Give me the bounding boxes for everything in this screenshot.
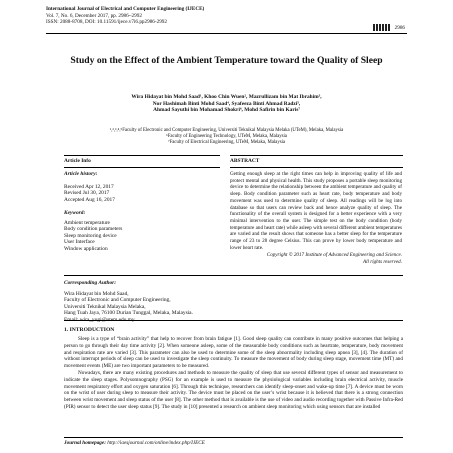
keyword-item: Body condition parameters bbox=[64, 226, 123, 233]
keyword-item: User Interface bbox=[64, 239, 95, 246]
abstract-mid-rule bbox=[230, 167, 403, 168]
affiliation-line: ⁷Faculty of Electrical Engineering, UTeM, Melaka, Malaysia bbox=[167, 140, 286, 146]
abstract-text: Getting enough sleep at the right times can help in improving quality of life and protect mental and physical health. This study proposes a portable sleep monitoring device to determine the relationship between the ambient temperature and quality of sleep. Body condition parameter such as heart rate, body temperature and body movement was used to determine quality of sleep. All readings will be log into database so that users can review back and hence analyze quality of sleep. The functionality of the overall system is designed for a better experience with a very minimal intervention to the user. The simple test on the body condition (body temperature and heart rate) while asleep with several different ambient temperatures are varied and the result shows that someone has a better sleep for the temperature range of 23 to 28 degree Celsius. This can prove by lower body temperature and lower heart rate. bbox=[230, 171, 402, 251]
introduction-paragraph: Nowadays, there are many existing procedures and methods to measure the quality of sleep that use several different types of sensor and measurement to indicate the sleep stages. Polysomnography (PSG) for an example is used to measure the physiological variables including brain electrical activity, muscle movement respiratory effort and oxygen saturation [6]. Through this technique, researchers can identify sleep-onset and wake-up time [7]. A device must be worn on the wrist of user during sleep to measure their activity. The device must be placed on the user’s wrist because it is believed that there is a strong connection between wrist movement and sleep status of the user [8]. The other method that is available is the use of video and audio recording together with Passive Infra-Red (PIR) sensor to detect the user sleep status [9]. The study in [10] presented a research on ambient sleep monitoring which using sensors that are installed bbox=[64, 369, 403, 410]
corresponding-label: Corresponding Author: bbox=[64, 280, 117, 286]
keywords-label: Keyword: bbox=[64, 210, 86, 216]
homepage-link[interactable]: http://iaesjournal.com/online/index.php/IJECE bbox=[107, 440, 205, 446]
keywords-block bbox=[64, 210, 220, 253]
revised-date: Revised Jul 30, 2017 bbox=[64, 190, 110, 197]
homepage-label: Journal homepage: bbox=[64, 440, 106, 446]
abstract-top-rule bbox=[230, 155, 403, 156]
header-divider bbox=[46, 33, 407, 34]
corresponding-bottom-rule bbox=[64, 320, 403, 321]
corresponding-author bbox=[64, 280, 264, 324]
author-line: Ahmad Sayuthi bin Mohamad Shokri⁶, Mohd Safirin bin Karis⁷ bbox=[153, 107, 300, 114]
journal-footer bbox=[64, 440, 403, 446]
journal-logo-icon bbox=[373, 24, 391, 31]
abstract-heading: ABSTRACT bbox=[230, 158, 260, 164]
article-history bbox=[64, 171, 220, 203]
introduction-paragraph: Sleep is a type of “brain activity” that help to recover from brain fatigue [1]. Good sleep quality can contribute in many positive outcomes that helping a person to go through their day time activity [2]. When someone asleep, some of the measurable body conditions such as heartrate, temperature, body movement and respiration rate are varied [3]. This parameter can also be used to determine some of the sleep abnormality including sleep apnea [3], [4]. The duration of without interrupt periods of sleep can be used to investigate the sleep continuity. To measure the movement of body during sleep stage, movement time (MT) and movement events (ME) are two important parameters to be measured. bbox=[64, 336, 403, 370]
journal-logo bbox=[373, 24, 405, 31]
author-line: Nor Hashimah Binti Mohd Saad⁴, Syafeeza Binti Ahmad Radzi⁵, bbox=[152, 100, 301, 107]
accepted-date: Accepted Aug 16, 2017 bbox=[64, 196, 115, 203]
affiliation-list bbox=[46, 128, 407, 147]
corresponding-email: Email: wira_yugi@utem.edu.my bbox=[64, 316, 135, 323]
article-info-heading: Article Info bbox=[64, 158, 91, 164]
journal-header bbox=[46, 6, 407, 26]
corresponding-line: Hang Tuah Jaya, 76100 Durian Tunggal, Melaka, Malaysia. bbox=[64, 310, 193, 317]
corresponding-line: Faculty of Electronic and Computer Engineering, bbox=[64, 297, 171, 304]
keyword-item: Ambient temperature bbox=[64, 219, 110, 226]
keyword-item: Sleep monitoring device bbox=[64, 232, 117, 239]
journal-issn: ISSN: 2088-8708, DOI: 10.11591/ijece.v7i6.pp2986-2992 bbox=[46, 19, 167, 26]
paper-title: Study on the Effect of the Ambient Temperature toward the Quality of Sleep bbox=[70, 55, 383, 66]
author-line: Wira Hidayat bin Mohd Saad¹, Khoo Chin Wuen², Mazrullizam bin Mat Ibrahim³, bbox=[131, 94, 322, 100]
affiliation-line: ⁶Faculty of Engineering Technology, UTeM, Melaka, Malaysia bbox=[166, 134, 287, 140]
article-info-top-rule bbox=[64, 155, 220, 156]
copyright-rights: All rights reserved. bbox=[363, 258, 402, 265]
journal-name: International Journal of Electrical and Computer Engineering (IJECE) bbox=[46, 6, 205, 12]
introduction-heading: 1. INTRODUCTION bbox=[64, 327, 115, 333]
copyright-line: Copyright © 2017 Institute of Advanced Engineering and Science. bbox=[266, 252, 402, 258]
copyright-notice bbox=[230, 252, 402, 265]
footer-rule bbox=[64, 437, 403, 438]
affiliation-line: ¹,²,³,⁴,⁵Faculty of Electronic and Computer Engineering, Universiti Teknikal Malaysia Melaka (UTeM), Melaka, Malaysia bbox=[109, 128, 344, 133]
corresponding-top-rule bbox=[64, 275, 403, 276]
corresponding-line: Universiti Teknikal Malaysia Melaka, bbox=[64, 303, 146, 310]
journal-volume: Vol. 7, No. 6, December 2017, pp. 2986~2992 bbox=[46, 12, 142, 19]
article-history-label: Article history: bbox=[64, 171, 98, 177]
keyword-item: Window application bbox=[64, 245, 108, 252]
received-date: Received Apr 12, 2017 bbox=[64, 183, 114, 190]
author-list bbox=[46, 94, 407, 114]
article-info-mid-rule bbox=[64, 167, 220, 168]
corresponding-line: Wira Hidayat bin Mohd Saad, bbox=[64, 290, 129, 297]
page-number: 2986 bbox=[394, 24, 405, 31]
introduction-body bbox=[64, 336, 403, 411]
